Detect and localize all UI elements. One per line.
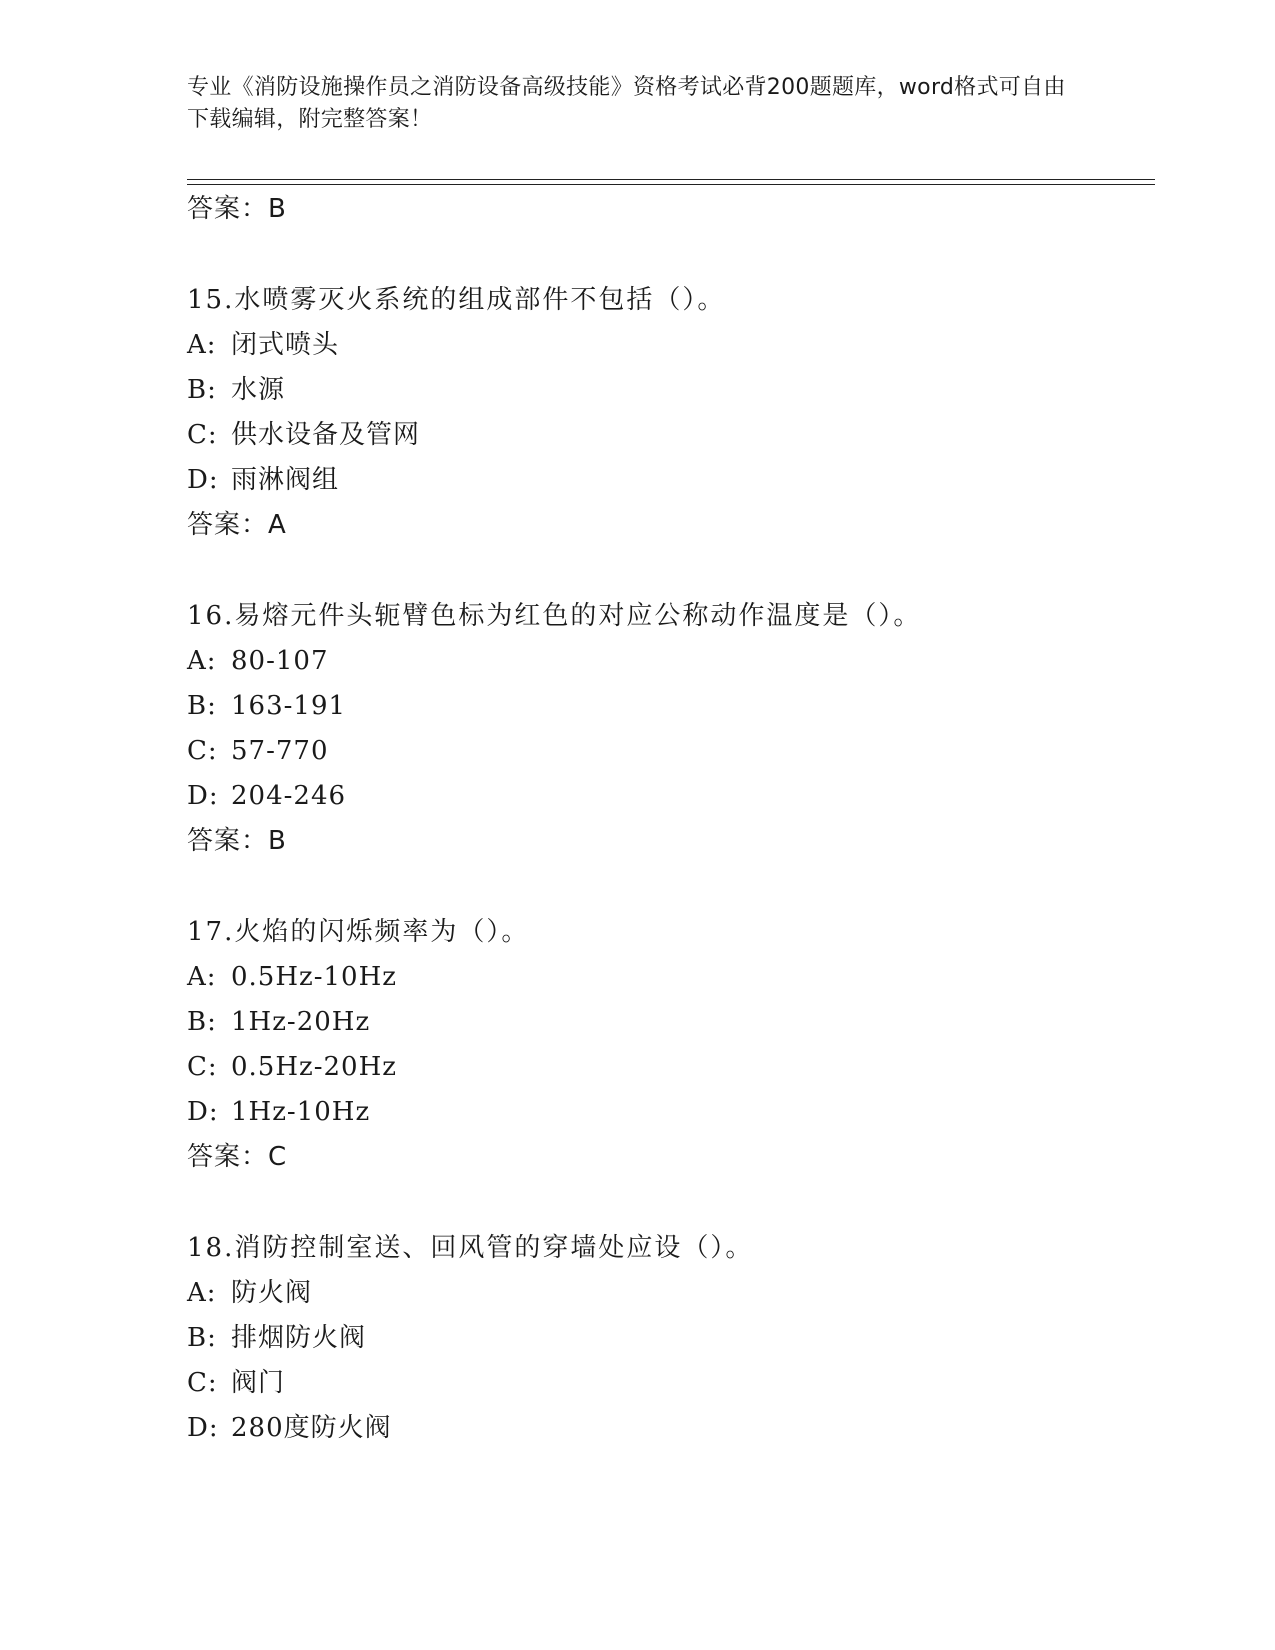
header-rule-bottom bbox=[187, 184, 1155, 185]
question-15-option-b: B: 水源 bbox=[187, 375, 286, 405]
question-18-option-d: D: 280度防火阀 bbox=[187, 1413, 392, 1443]
question-17-option-d: D: 1Hz-10Hz bbox=[187, 1097, 371, 1127]
question-15-option-c: C: 供水设备及管网 bbox=[187, 420, 421, 450]
answer-prev: 答案：B bbox=[187, 194, 287, 224]
question-16-option-a: A: 80-107 bbox=[187, 646, 329, 676]
header-rule-top bbox=[187, 179, 1155, 180]
question-15-answer: 答案：A bbox=[187, 510, 287, 540]
question-17-option-b: B: 1Hz-20Hz bbox=[187, 1007, 371, 1037]
question-17-option-c: C: 0.5Hz-20Hz bbox=[187, 1052, 397, 1082]
question-18-option-b: B: 排烟防火阀 bbox=[187, 1323, 367, 1353]
question-16-stem: 16.易熔元件头轭臂色标为红色的对应公称动作温度是（）。 bbox=[187, 601, 922, 631]
document-header: 专业《消防设施操作员之消防设备高级技能》资格考试必背200题题库，word格式可自由下载编辑，附完整答案！ bbox=[187, 75, 1066, 132]
question-17-stem: 17.火焰的闪烁频率为（）。 bbox=[187, 917, 530, 947]
question-17-option-a: A: 0.5Hz-10Hz bbox=[187, 962, 397, 992]
question-16-answer: 答案：B bbox=[187, 826, 287, 856]
question-18-option-c: C: 阀门 bbox=[187, 1368, 286, 1398]
question-15-stem: 15.水喷雾灭火系统的组成部件不包括（）。 bbox=[187, 285, 726, 315]
question-15-option-a: A: 闭式喷头 bbox=[187, 330, 340, 360]
question-16-option-d: D: 204-246 bbox=[187, 781, 347, 811]
question-16-option-c: C: 57-770 bbox=[187, 736, 329, 766]
question-16-option-b: B: 163-191 bbox=[187, 691, 347, 721]
question-15-option-d: D: 雨淋阀组 bbox=[187, 465, 340, 495]
question-18-stem: 18.消防控制室送、回风管的穿墙处应设（）。 bbox=[187, 1233, 754, 1263]
question-18-option-a: A: 防火阀 bbox=[187, 1278, 313, 1308]
question-17-answer: 答案：C bbox=[187, 1142, 288, 1172]
